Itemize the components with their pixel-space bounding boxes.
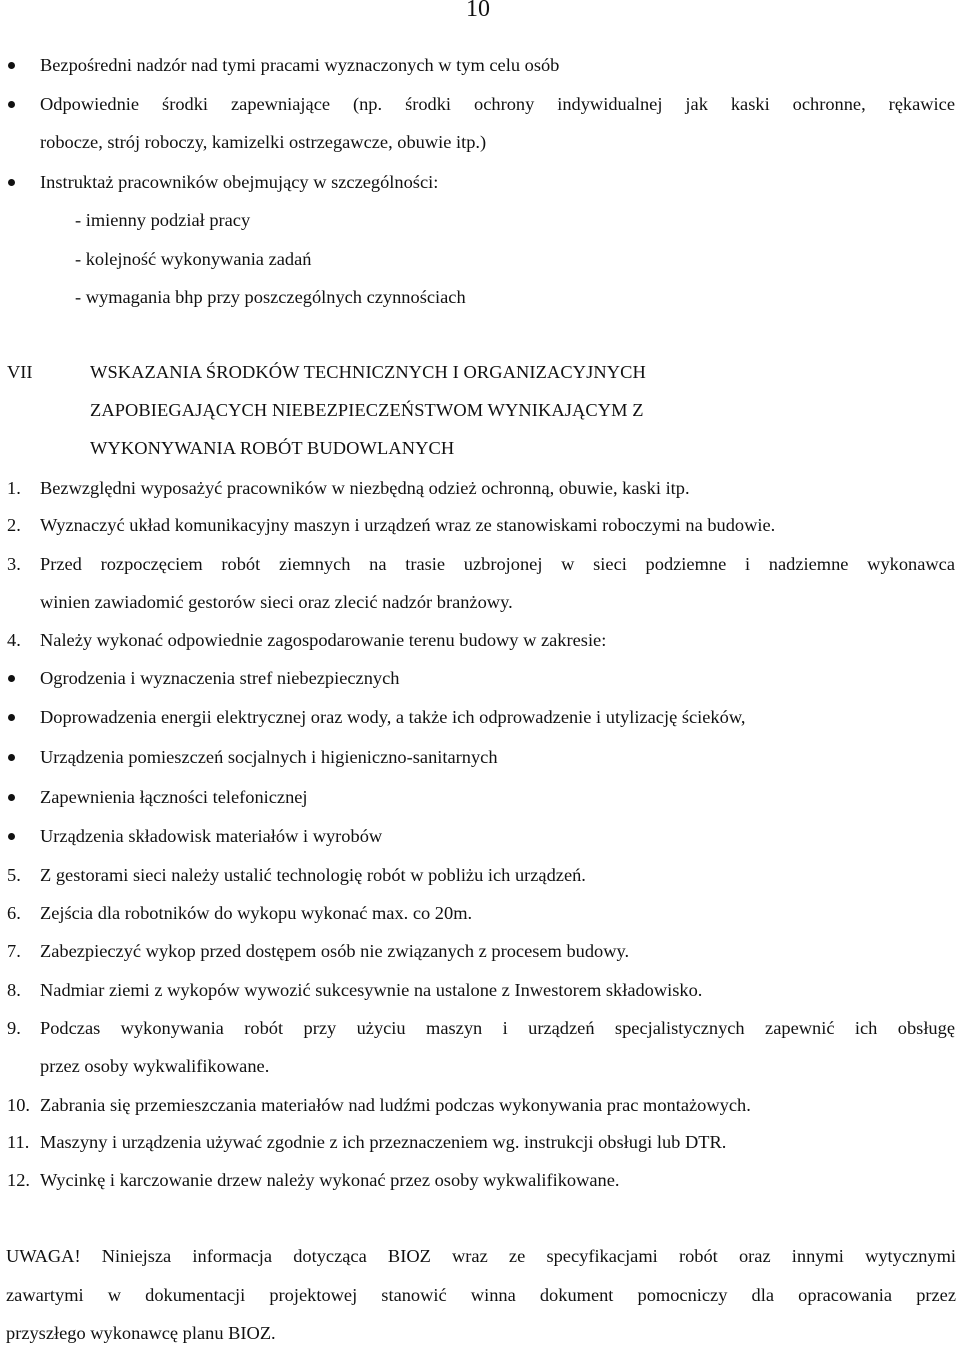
bullet-text: Doprowadzenia energii elektrycznej oraz wody, a także ich odprowadzenie i utylizację ścieków, bbox=[40, 707, 746, 727]
bullet-icon bbox=[8, 794, 15, 801]
item-text: Z gestorami sieci należy ustalić technologię robót w pobliżu ich urządzeń. bbox=[40, 865, 586, 885]
item-text: Podczas wykonywania robót przy użyciu maszyn i urządzeń specjalistycznych zapewnić ich obsługę bbox=[40, 1018, 955, 1038]
item-text: Przed rozpoczęciem robót ziemnych na trasie uzbrojonej w sieci podziemne i nadziemne wykonawca bbox=[40, 554, 955, 574]
item-number: 6. bbox=[7, 903, 21, 923]
sub-item: - wymagania bhp przy poszczególnych czynnościach bbox=[75, 287, 466, 307]
bullet-icon bbox=[8, 833, 15, 840]
item-text: Zabrania się przemieszczania materiałów nad ludźmi podczas wykonywania prac montażowych. bbox=[40, 1095, 751, 1115]
item-text: Należy wykonać odpowiednie zagospodarowanie terenu budowy w zakresie: bbox=[40, 630, 607, 650]
bullet-text: Bezpośredni nadzór nad tymi pracami wyznaczonych w tym celu osób bbox=[40, 55, 560, 75]
bullet-icon bbox=[8, 179, 15, 186]
item-text: Wyznaczyć układ komunikacyjny maszyn i urządzeń wraz ze stanowiskami roboczymi na budowie. bbox=[40, 515, 776, 535]
sub-item: - imienny podział pracy bbox=[75, 210, 251, 230]
bullet-icon bbox=[8, 754, 15, 761]
bullet-text: Ogrodzenia i wyznaczenia stref niebezpiecznych bbox=[40, 668, 400, 688]
bullet-icon bbox=[8, 714, 15, 721]
note-line: UWAGA! Niniejsza informacja dotycząca BIOZ wraz ze specyfikacjami robót oraz innymi wytycznymi bbox=[6, 1246, 956, 1266]
bullet-text: Urządzenia składowisk materiałów i wyrobów bbox=[40, 826, 383, 846]
bullet-text: Odpowiednie środki zapewniające (np. środki ochrony indywidualnej jak kaski ochronne, rękawice bbox=[40, 94, 955, 114]
item-text: Zejścia dla robotników do wykopu wykonać max. co 20m. bbox=[40, 903, 473, 923]
item-text-continuation: winien zawiadomić gestorów sieci oraz zlecić nadzór branżowy. bbox=[40, 592, 513, 612]
item-number: 9. bbox=[7, 1018, 21, 1038]
item-text: Maszyny i urządzenia używać zgodnie z ich przeznaczeniem wg. instrukcji obsługi lub DTR. bbox=[40, 1132, 727, 1152]
bullet-icon bbox=[8, 675, 15, 682]
item-text: Zabezpieczyć wykop przed dostępem osób nie związanych z procesem budowy. bbox=[40, 941, 630, 961]
item-number: 2. bbox=[7, 515, 21, 535]
bullet-icon bbox=[8, 62, 15, 69]
section-title-line: WSKAZANIA ŚRODKÓW TECHNICZNYCH I ORGANIZACYJNYCH bbox=[90, 362, 646, 382]
bullet-text-continuation: robocze, strój roboczy, kamizelki ostrzegawcze, obuwie itp.) bbox=[40, 132, 487, 152]
item-number: 5. bbox=[7, 865, 21, 885]
item-number: 8. bbox=[7, 980, 21, 1000]
item-text: Nadmiar ziemi z wykopów wywozić sukcesywnie na ustalone z Inwestorem składowisko. bbox=[40, 980, 703, 1000]
page-number: 10 bbox=[466, 0, 490, 22]
item-text: Wycinkę i karczowanie drzew należy wykonać przez osoby wykwalifikowane. bbox=[40, 1170, 620, 1190]
section-numeral: VII bbox=[7, 362, 33, 382]
item-number: 12. bbox=[7, 1170, 30, 1190]
item-number: 7. bbox=[7, 941, 21, 961]
bullet-icon bbox=[8, 101, 15, 108]
section-title-line: WYKONYWANIA ROBÓT BUDOWLANYCH bbox=[90, 438, 455, 458]
item-text-continuation: przez osoby wykwalifikowane. bbox=[40, 1056, 270, 1076]
item-number: 4. bbox=[7, 630, 21, 650]
note-line: przyszłego wykonawcę planu BIOZ. bbox=[6, 1323, 276, 1343]
item-number: 1. bbox=[7, 478, 21, 498]
section-title-line: ZAPOBIEGAJĄCYCH NIEBEZPIECZEŃSTWOM WYNIKAJĄCYM Z bbox=[90, 400, 644, 420]
item-text: Bezwzględni wyposażyć pracowników w niezbędną odzież ochronną, obuwie, kaski itp. bbox=[40, 478, 690, 498]
note-line: zawartymi w dokumentacji projektowej stanowić winna dokument pomocniczy dla opracowania przez bbox=[6, 1285, 956, 1305]
item-number: 3. bbox=[7, 554, 21, 574]
bullet-text: Instruktaż pracowników obejmujący w szczególności: bbox=[40, 172, 439, 192]
item-number: 10. bbox=[7, 1095, 30, 1115]
item-number: 11. bbox=[7, 1132, 30, 1152]
bullet-text: Zapewnienia łączności telefonicznej bbox=[40, 787, 308, 807]
bullet-text: Urządzenia pomieszczeń socjalnych i higieniczno-sanitarnych bbox=[40, 747, 498, 767]
sub-item: - kolejność wykonywania zadań bbox=[75, 249, 312, 269]
